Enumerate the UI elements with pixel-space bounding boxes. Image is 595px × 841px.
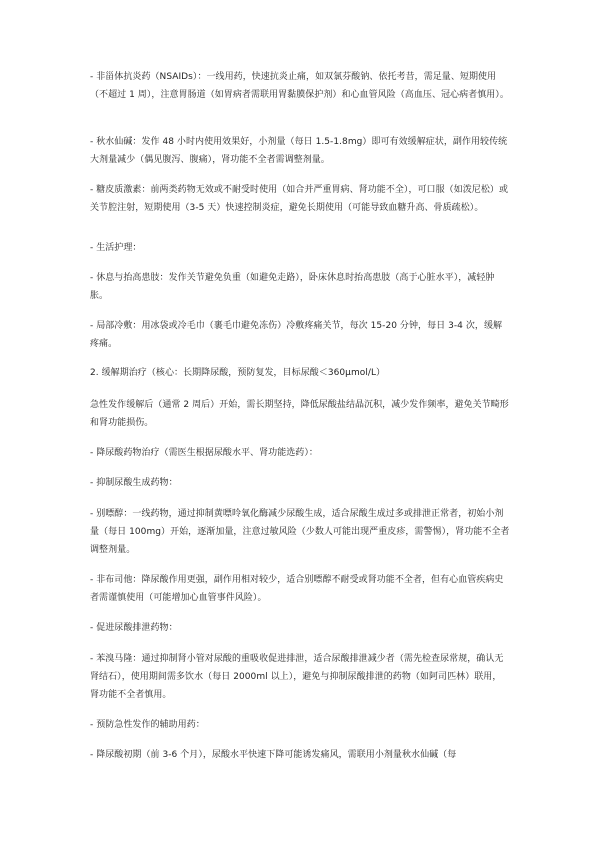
paragraph-benzbromarone: - 苯溴马隆：通过抑制肾小管对尿酸的重吸收促进排泄，适合尿酸排泄减少者（需先检查尿常规，确认无肾结石），使用期间需多饮水（每日 2000ml 以上），避免与抑制尿酸排泄的药物（如阿司匹林）联用，肾功能不全者慎用。	[90, 654, 504, 700]
paragraph-rest-elevation: - 休息与抬高患肢：发作关节避免负重（如避免走路），卧床休息时抬高患肢（高于心脏水平），减轻肿胀。	[90, 273, 495, 301]
section-heading-remission: 2. 缓解期治疗（核心：长期降尿酸，预防复发，目标尿酸＜360μmol/L）	[90, 368, 386, 378]
paragraph-early-phase: - 降尿酸初期（前 3-6 个月），尿酸水平快速下降可能诱发痛风，需联用小剂量秋水仙碱（每	[90, 750, 457, 760]
paragraph-glucocorticoids: - 糖皮质激素：前两类药物无效或不耐受时使用（如合并严重胃病、肾功能不全），可口服（如泼尼松）或关节腔注射，短期使用（3-5 天）快速控制炎症，避免长期使用（可能导致血糖升高、骨质疏松）。	[90, 185, 509, 213]
paragraph-prevention-heading: - 预防急性发作的辅助用药：	[90, 720, 205, 730]
document-page	[90, 0, 510, 841]
paragraph-lifestyle-heading: - 生活护理：	[90, 243, 142, 253]
paragraph-allopurinol: - 别嘌醇：一线药物，通过抑制黄嘌呤氧化酶减少尿酸生成，适合尿酸生成过多或排泄正常者，初始小剂量（每日 100mg）开始，逐渐加量，注意过敏风险（少数人可能出现严重皮疹，需警惕），肾功能不全者调整剂量。	[90, 509, 510, 555]
paragraph-colchicine: - 秋水仙碱：发作 48 小时内使用效果好，小剂量（每日 1.5-1.8mg）即可有效缓解症状，副作用较传统大剂量减少（偶见腹泻、腹痛），肾功能不全者需调整剂量。	[90, 137, 508, 165]
paragraph-nsaids: - 非甾体抗炎药（NSAIDs）：一线用药，快速抗炎止痛，如双氯芬酸钠、依托考昔，需足量、短期使用（不超过 1 周），注意胃肠道（如胃病者需联用胃黏膜保护剂）和心血管风险（高血压、冠心病者慎用）。	[90, 72, 509, 100]
paragraph-inhibit-production-heading: - 抑制尿酸生成药物：	[90, 478, 178, 488]
paragraph-remission-intro: 急性发作缓解后（通常 2 周后）开始，需长期坚持，降低尿酸盐结晶沉积，减少发作频率，避免关节畸形和肾功能损伤。	[90, 400, 509, 428]
paragraph-promote-excretion-heading: - 促进尿酸排泄药物：	[90, 623, 178, 633]
paragraph-cold-compress: - 局部冷敷：用冰袋或冷毛巾（裹毛巾避免冻伤）冷敷疼痛关节，每次 15-20 分钟，每日 3-4 次，缓解疼痛。	[90, 321, 503, 349]
paragraph-urate-lowering-heading: - 降尿酸药物治疗（需医生根据尿酸水平、肾功能选药）：	[90, 448, 318, 458]
paragraph-febuxostat: - 非布司他：降尿酸作用更强，副作用相对较少，适合别嘌醇不耐受或肾功能不全者，但有心血管疾病史者需谨慎使用（可能增加心血管事件风险）。	[90, 575, 504, 603]
